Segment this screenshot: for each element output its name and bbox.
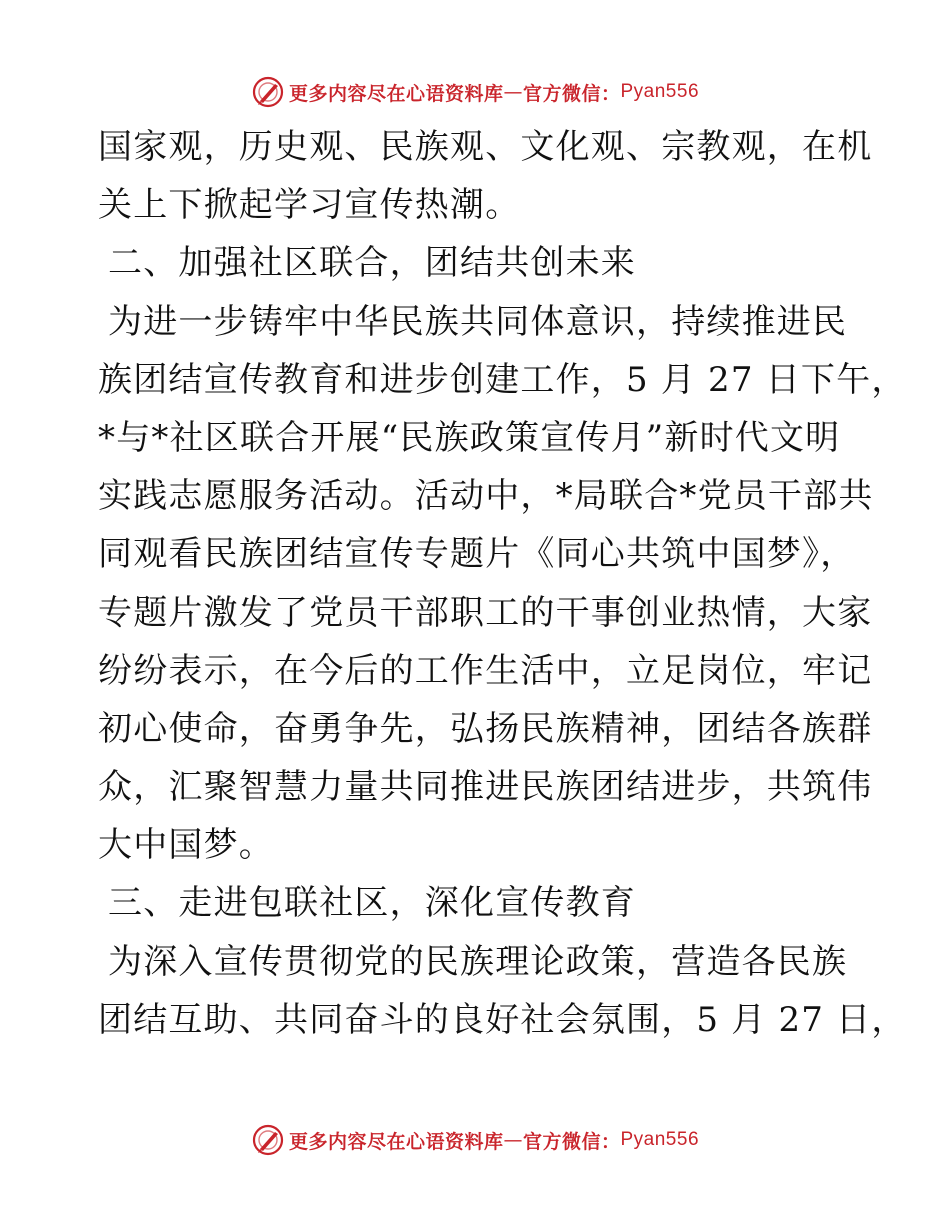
document-body <box>98 118 907 1049</box>
body-line: 纷纷表示，在今后的工作生活中，立足岗位，牢记 <box>98 650 873 691</box>
body-line: 团结互助、共同奋斗的良好社会氛围，5 月 27 日， <box>98 999 907 1040</box>
footer-watermark <box>0 1120 950 1160</box>
body-line: 众，汇聚智慧力量共同推进民族团结进步，共筑伟 <box>98 767 873 808</box>
section-heading-3: 三、走进包联社区，深化宣传教育 <box>108 883 636 924</box>
header-watermark <box>0 72 950 112</box>
body-line: 初心使命，奋勇争先，弘扬民族精神，团结各族群 <box>98 708 873 749</box>
watermark-label: 官方微信： <box>522 1130 621 1153</box>
watermark-separator: — <box>503 81 523 103</box>
body-line: 专题片激发了党员干部职工的干事创业热情，大家 <box>98 592 873 633</box>
body-line: 大中国梦。 <box>98 825 274 866</box>
body-line: *与*社区联合开展“民族政策宣传月”新时代文明 <box>98 417 841 458</box>
watermark-brand: 更多内容尽在心语资料库 <box>288 1130 504 1153</box>
watermark-separator: — <box>503 1129 523 1151</box>
section-heading-2: 二、加强社区联合，团结共创未来 <box>108 243 636 284</box>
body-line: 为深入宣传贯彻党的民族理论政策，营造各民族 <box>108 941 848 982</box>
watermark-id: Pyan556 <box>620 1129 700 1150</box>
body-line: 实践志愿服务活动。活动中，*局联合*党员干部共 <box>98 476 874 517</box>
watermark-brand: 更多内容尽在心语资料库 <box>288 82 504 105</box>
body-line: 族团结宣传教育和进步创建工作，5 月 27 日下午， <box>98 359 907 400</box>
watermark-label: 官方微信： <box>522 82 621 105</box>
body-line: 关上下掀起学习宣传热潮。 <box>98 185 521 226</box>
body-line: 为进一步铸牢中华民族共同体意识，持续推进民 <box>108 301 848 342</box>
quill-pen-logo-icon <box>251 1123 285 1157</box>
body-line: 国家观，历史观、民族观、文化观、宗教观，在机 <box>98 127 873 167</box>
watermark-id: Pyan556 <box>620 81 700 102</box>
quill-pen-logo-icon <box>251 75 285 109</box>
body-line: 同观看民族团结宣传专题片《同心共筑中国梦》， <box>98 534 856 575</box>
